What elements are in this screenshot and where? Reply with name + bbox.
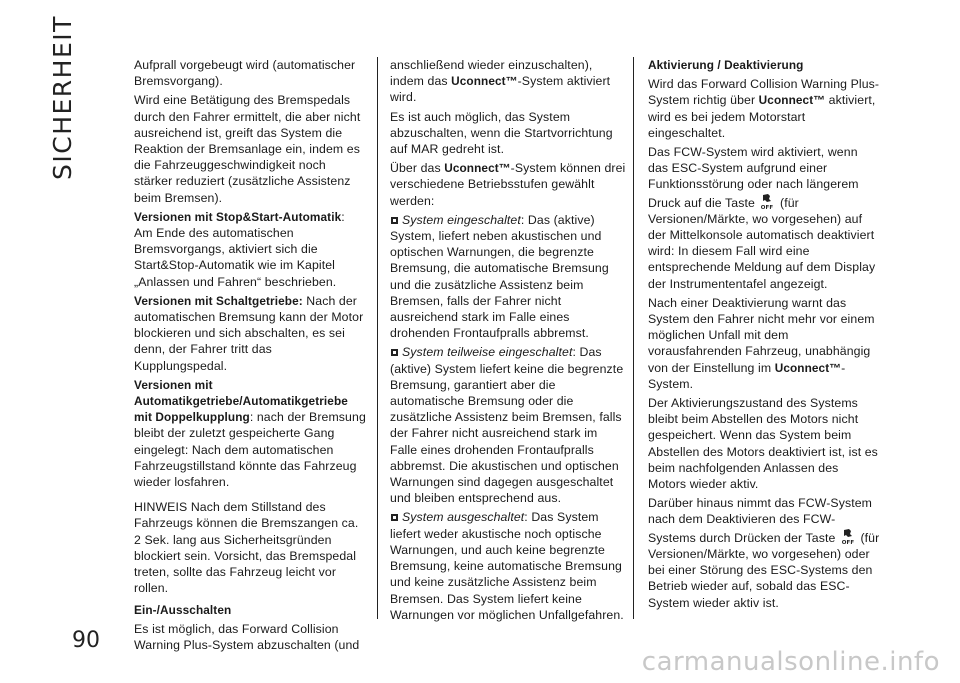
option-label: System teilweise eingeschaltet (402, 345, 573, 360)
label: Versionen mit Stop&Start-Automatik (134, 209, 342, 224)
column-3 (648, 57, 880, 614)
paragraph (648, 76, 880, 141)
paragraph (134, 209, 366, 290)
paragraph-text: -System aktiviert wird. (390, 74, 611, 105)
paragraph-text: -System können drei verschiedene Betriebsstufen gewählt werden: (390, 161, 626, 208)
bullet-icon (391, 349, 398, 356)
paragraph-text: : Am Ende des automatischen Bremsvorgangs, aktiviert sich die Start&Stop-Automatik wie im Kapitel „Anlassen und Fahren“ beschrieben. (134, 209, 345, 289)
column-divider (633, 57, 634, 619)
watermark: carmanualsonline.info (641, 647, 940, 677)
option-label: System eingeschaltet (402, 212, 521, 227)
esc-off-icon (760, 193, 774, 211)
paragraph: Aufprall vorgebeugt wird (automatischer Bremsvorgang). (134, 58, 356, 89)
option-text: : Das System liefert weder akustische noch optische Warnungen, und auch keine begrenzte Bremsung, keine automatische Bremsung und keine zusätzliche Assistenz beim Bremsen. Das System liefert keine Warnungen vor möglichen Unfallgefahren. (390, 510, 624, 622)
paragraph-text: Nach der automatischen Bremsung kann der Motor blockieren und sich abschalten, es sei denn, der Fahrer tritt das Kupplungspedal. (134, 293, 364, 373)
paragraph: Der Aktivierungszustand des Systems bleibt beim Abstellen des Motors nicht gespeichert. Wenn das System beim Abstellen des Motors deaktiviert ist, ist es beim nachfolgenden Anlassen des Motors wieder aktiv. (648, 396, 878, 492)
hint-note: HINWEIS Nach dem Stillstand des Fahrzeugs können die Bremszangen ca. 2 Sek. lang aus Sicherheitsgründen blockiert sein. Vorsicht, das Bremspedal treten, sollte das Fahrzeug leicht vor rollen. (134, 500, 359, 596)
paragraph-text: : nach der Bremsung bleibt der zuletzt gespeicherte Gang eingelegt: Nach dem automatischen Fahrzeugstillstand könnte das Fahrzeug wieder losfahren. (134, 410, 366, 490)
paragraph-text: aktiviert, wird es bei jedem Motorstart eingeschaltet. (648, 93, 876, 140)
option-item (390, 344, 628, 506)
svg-text:OFF: OFF (841, 539, 855, 546)
paragraph (648, 495, 880, 610)
esc-off-icon (841, 528, 855, 546)
paragraph (134, 293, 366, 374)
paragraph (648, 144, 880, 292)
paragraph-text: -System. (648, 360, 846, 391)
column-1 (134, 57, 366, 656)
paragraph: Es ist auch möglich, das System abzuschalten, wenn die Startvorrichtung auf MAR gedreht ist. (390, 109, 613, 157)
paragraph-text: anschließend wieder einzuschalten), indem das (390, 58, 593, 89)
heading-activation: Aktivierung / Deaktivierung (648, 58, 804, 72)
paragraph (390, 57, 628, 106)
column-2 (390, 57, 628, 626)
paragraph (648, 295, 880, 392)
label: Versionen mit Schaltgetriebe: (134, 293, 303, 308)
page-number: 90 (72, 628, 100, 653)
column-divider (377, 57, 378, 619)
brand-name: Uconnect™ (451, 74, 518, 89)
paragraph: Wird eine Betätigung des Bremspedals durch den Fahrer ermittelt, die aber nicht ausreichend ist, greift das System die Reaktion der Bremsanlage ein, indem es die Fahrzeuggeschwindigkeit noch stärker reduziert (zusätzliche Assistenz beim Bremsen). (134, 93, 361, 205)
paragraph-text: Nach einer Deaktivierung warnt das System den Fahrer nicht mehr vor einem möglichen Unfall mit dem vorausfahrenden Fahrzeug, unabhängig von der Einstellung im (648, 295, 875, 375)
paragraph (134, 377, 366, 490)
option-text: : Das (aktive) System liefert keine die begrenzte Bremsung, garantiert aber die automatische Bremsung oder die zusätzliche Assistenz beim Bremsen, falls der Fahrer nicht ausreichend stark im Falle eines drohenden Frontaufpralls abbremst. Die akustischen und optischen Warnungen sind dagegen ausgeschaltet und bleiben entsprechend aus. (390, 345, 624, 506)
paragraph-text: (für Versionen/Märkte, wo vorgesehen) auf der Mittelkonsole automatisch deaktiviert wird: In diesem Fall wird eine entsprechende Meldung auf dem Display der Instrumententafel angezeigt. (648, 195, 876, 291)
heading-on-off: Ein-/Ausschalten (134, 602, 232, 617)
option-item (390, 509, 628, 622)
option-label: System ausgeschaltet (402, 510, 525, 525)
paragraph: Es ist möglich, das Forward Collision Warning Plus-System abzuschalten (und (134, 621, 360, 652)
paragraph-text: Über das (390, 161, 445, 176)
bullet-icon (391, 514, 398, 521)
paragraph-text: Wird das Forward Collision Warning Plus-System richtig über (648, 77, 880, 108)
option-item (390, 212, 628, 342)
label: Versionen mit Automatikgetriebe/Automatikgetriebe mit Doppelkupplung (134, 377, 348, 425)
option-text: : Das (aktive) System, liefert neben akustischen und optischen Warnungen, die begrenzte Bremsung, die automatische Bremsung und die zusätzliche Assistenz beim Bremsen, falls der Fahrer nicht ausreichend stark im Falle eines drohenden Frontaufpralls abbremst. (390, 212, 609, 341)
svg-text:OFF: OFF (761, 204, 774, 211)
paragraph-text: (für Versionen/Märkte, wo vorgesehen) oder bei einer Störung des ESC-Systems den Betrieb wieder auf, sobald das ESC-System wieder aktiv ist. (648, 530, 880, 610)
paragraph-text: Darüber hinaus nimmt das FCW-System nach dem Deaktivieren des FCW-Systems durch Drücken der Taste (648, 496, 872, 545)
brand-name: Uconnect™ (758, 93, 826, 108)
brand-name: Uconnect™ (774, 360, 842, 375)
paragraph-text: Das FCW-System wird aktiviert, wenn das ESC-System aufgrund einer Funktionsstörung oder nach längerem Druck auf die Taste (648, 145, 859, 210)
bullet-icon (391, 217, 398, 224)
paragraph (390, 160, 628, 209)
section-title: SICHERHEIT (48, 15, 77, 180)
brand-name: Uconnect™ (444, 161, 511, 176)
